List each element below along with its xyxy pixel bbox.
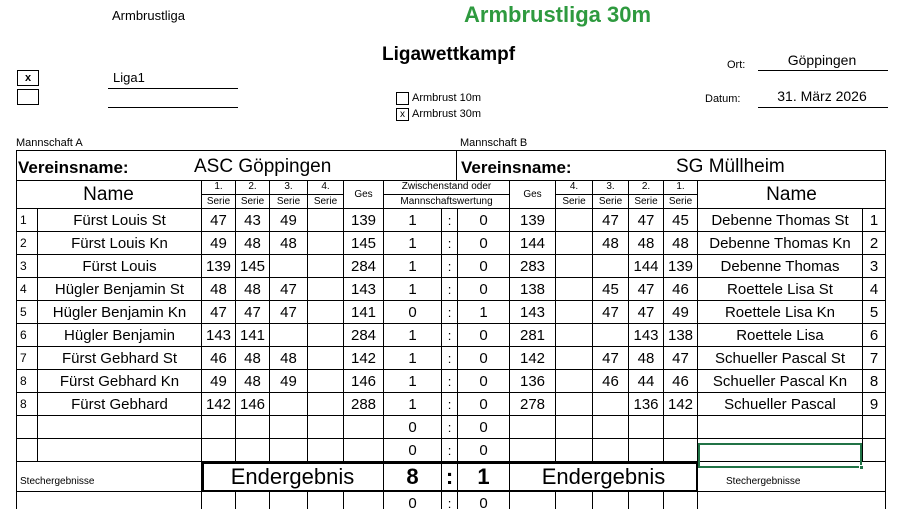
serie-number: 2. [641,181,651,192]
total-a[interactable]: 142 [344,347,384,370]
team-a-verein-label: Vereinsname: [18,158,129,177]
shooter-name-b[interactable]: Roettele Lisa St [698,278,863,301]
points-b[interactable]: 0 [458,439,510,462]
serie-1-b[interactable]: 49 [664,301,698,324]
row-number-a: 6 [16,324,38,347]
serie-1-b[interactable]: 142 [664,393,698,416]
total-b[interactable]: 281 [510,324,556,347]
total-b[interactable]: 143 [510,301,556,324]
option-10m-checkbox[interactable] [396,92,409,105]
serie-number: 2. [248,181,257,192]
option-30m-label: Armbrust 30m [412,108,482,120]
header-serie-a-3 [270,181,308,209]
row-number-a: 1 [16,209,38,232]
serie-4-b[interactable] [556,255,593,278]
table-cell [664,492,698,509]
serie-label: Serie [202,194,235,207]
serie-1-a[interactable]: 49 [202,232,236,255]
serie-4-a[interactable] [308,301,344,324]
serie-3-b[interactable] [593,439,629,462]
row-number-b [863,416,886,439]
serie-1-a[interactable] [202,416,236,439]
points-a[interactable]: 1 [384,324,442,347]
points-a[interactable]: 1 [384,347,442,370]
total-b[interactable]: 138 [510,278,556,301]
serie-4-b[interactable] [556,439,593,462]
serie-3-a[interactable]: 49 [270,370,308,393]
serie-3-b[interactable]: 48 [593,232,629,255]
table-cell [236,492,270,509]
shooter-name-a[interactable]: Fürst Gebhard Kn [38,370,202,393]
shooter-name-a[interactable]: Hügler Benjamin Kn [38,301,202,324]
serie-1-a[interactable] [202,439,236,462]
total-b[interactable] [510,439,556,462]
total-b[interactable]: 283 [510,255,556,278]
serie-4-a[interactable] [308,347,344,370]
option-10m-label: Armbrust 10m [412,92,482,104]
liga-underline-2 [108,107,238,108]
serie-1-b[interactable]: 45 [664,209,698,232]
liga-label: Liga1 [113,70,145,85]
row-number-a: 8 [16,370,38,393]
serie-4-b[interactable] [556,416,593,439]
serie-1-b[interactable] [664,416,698,439]
row-number-b: 9 [863,393,886,416]
serie-1-a[interactable]: 49 [202,370,236,393]
row-number-b: 5 [863,301,886,324]
header-ges-a: Ges [344,181,384,209]
total-b[interactable]: 144 [510,232,556,255]
serie-3-a[interactable] [270,416,308,439]
serie-2-b[interactable]: 48 [629,232,664,255]
score-separator: : [442,347,458,370]
serie-4-b[interactable] [556,232,593,255]
table-cell [270,492,308,509]
serie-2-a[interactable]: 145 [236,255,270,278]
stecher-label-a: Stechergebnisse [16,462,202,492]
serie-3-a[interactable]: 48 [270,347,308,370]
header-ges-b: Ges [510,181,556,209]
points-b[interactable]: 0 [458,255,510,278]
table-cell [202,492,236,509]
ort-value[interactable]: Göppingen [787,52,857,68]
shooter-name-a[interactable]: Fürst Gebhard St [38,347,202,370]
serie-1-a[interactable]: 142 [202,393,236,416]
shooter-name-b[interactable]: Debenne Thomas St [698,209,863,232]
serie-1-b[interactable]: 46 [664,278,698,301]
serie-2-b[interactable] [629,416,664,439]
header-name-a: Name [16,181,202,209]
serie-1-b[interactable]: 46 [664,370,698,393]
serie-label: Serie [556,194,592,207]
serie-2-a[interactable]: 48 [236,370,270,393]
points-b[interactable]: 0 [458,278,510,301]
row-number-b [863,439,886,462]
score-separator: : [442,492,458,509]
total-a[interactable]: 141 [344,301,384,324]
serie-4-a[interactable] [308,439,344,462]
shooter-name-a[interactable]: Fürst Louis Kn [38,232,202,255]
serie-label: Serie [270,194,307,207]
serie-2-a[interactable]: 146 [236,393,270,416]
stecher-points-b: 0 [458,492,510,509]
row-number-a: 2 [16,232,38,255]
serie-number: 4. [321,181,330,192]
shooter-name-a[interactable] [38,416,202,439]
header-serie-b-4 [556,181,593,209]
points-a[interactable]: 0 [384,416,442,439]
serie-label: Serie [664,194,697,207]
serie-2-a[interactable]: 43 [236,209,270,232]
row-number-b: 1 [863,209,886,232]
score-separator: : [442,439,458,462]
final-score-b[interactable]: 1 [458,462,510,492]
serie-3-a[interactable]: 47 [270,301,308,324]
serie-3-a[interactable] [270,393,308,416]
serie-3-a[interactable]: 49 [270,209,308,232]
total-a[interactable]: 284 [344,324,384,347]
serie-3-b[interactable] [593,255,629,278]
serie-2-b[interactable]: 48 [629,347,664,370]
total-a[interactable] [344,416,384,439]
row-number-b: 6 [863,324,886,347]
table-cell [344,492,384,509]
row-number-a: 5 [16,301,38,324]
serie-2-b[interactable]: 47 [629,278,664,301]
table-cell [308,492,344,509]
header-zwischenstand [384,181,510,209]
points-b[interactable]: 0 [458,347,510,370]
score-separator: : [442,301,458,324]
shooter-name-a[interactable]: Hügler Benjamin [38,324,202,347]
team-a-label: Mannschaft A [16,137,83,149]
serie-2-a[interactable]: 48 [236,232,270,255]
serie-label: Serie [236,194,269,207]
shooter-name-a[interactable]: Hügler Benjamin St [38,278,202,301]
team-a-verein-name[interactable]: ASC Göppingen [194,156,332,177]
table-cell [593,492,629,509]
serie-4-a[interactable] [308,393,344,416]
serie-3-b[interactable] [593,324,629,347]
points-b[interactable]: 0 [458,370,510,393]
serie-4-a[interactable] [308,416,344,439]
table-cell [16,492,202,509]
page-subtitle: Ligawettkampf [382,44,516,65]
serie-1-a[interactable]: 143 [202,324,236,347]
datum-value[interactable]: 31. März 2026 [777,88,867,104]
serie-2-a[interactable]: 48 [236,278,270,301]
score-separator: : [442,209,458,232]
serie-2-a[interactable] [236,439,270,462]
shooter-name-b[interactable]: Schueller Pascal [698,393,863,416]
option-30m-checkbox[interactable]: x [396,108,409,121]
serie-4-a[interactable] [308,278,344,301]
table-cell [510,492,556,509]
row-number-a: 3 [16,255,38,278]
endergebnis-label-a: Endergebnis [202,462,384,492]
serie-3-b[interactable]: 47 [593,301,629,324]
total-b[interactable]: 142 [510,347,556,370]
points-b[interactable]: 0 [458,416,510,439]
serie-label: Serie [629,194,663,207]
serie-number: 3. [606,181,615,192]
liga-checkbox[interactable]: x [17,70,39,86]
serie-3-b[interactable] [593,416,629,439]
row-number-b: 4 [863,278,886,301]
serie-2-b[interactable]: 143 [629,324,664,347]
points-a[interactable]: 1 [384,255,442,278]
serie-1-a[interactable]: 48 [202,278,236,301]
shooter-name-b[interactable]: Schueller Pascal Kn [698,370,863,393]
serie-4-a[interactable] [308,370,344,393]
shooter-name-a[interactable]: Fürst Gebhard [38,393,202,416]
serie-2-b[interactable] [629,439,664,462]
table-cell [629,492,664,509]
cell-selection[interactable] [698,443,862,468]
points-a[interactable]: 1 [384,232,442,255]
serie-number: 1. [214,181,223,192]
serie-4-a[interactable] [308,255,344,278]
serie-3-b[interactable] [593,393,629,416]
serie-1-b[interactable] [664,439,698,462]
score-separator: : [442,324,458,347]
serie-number: 3. [284,181,293,192]
score-separator: : [442,370,458,393]
serie-4-a[interactable] [308,209,344,232]
page-title: Armbrustliga 30m [464,2,652,27]
serie-3-b[interactable]: 46 [593,370,629,393]
total-b[interactable]: 136 [510,370,556,393]
datum-label: Datum: [705,93,741,105]
table-cell [556,492,593,509]
header-serie-a-4 [308,181,344,209]
row-number-a [16,439,38,462]
serie-2-a[interactable]: 141 [236,324,270,347]
serie-3-b[interactable]: 45 [593,278,629,301]
serie-2-b[interactable]: 44 [629,370,664,393]
shooter-name-a[interactable] [38,439,202,462]
serie-4-b[interactable] [556,301,593,324]
row-number-a [16,416,38,439]
points-b[interactable]: 0 [458,324,510,347]
serie-3-a[interactable]: 47 [270,278,308,301]
stecher-points-a: 0 [384,492,442,509]
total-a[interactable]: 288 [344,393,384,416]
serie-1-b[interactable]: 139 [664,255,698,278]
total-a[interactable]: 146 [344,370,384,393]
final-score-separator: : [442,462,458,492]
serie-2-a[interactable]: 47 [236,301,270,324]
points-b[interactable]: 0 [458,209,510,232]
shooter-name-a[interactable]: Fürst Louis [38,255,202,278]
score-separator: : [442,255,458,278]
serie-2-b[interactable]: 144 [629,255,664,278]
team-b-label: Mannschaft B [460,137,528,149]
fill-handle[interactable] [859,465,864,470]
serie-1-a[interactable]: 46 [202,347,236,370]
serie-1-b[interactable]: 47 [664,347,698,370]
serie-3-b[interactable]: 47 [593,209,629,232]
total-b[interactable]: 139 [510,209,556,232]
header-serie-b-1 [664,181,698,209]
shooter-name-a[interactable]: Fürst Louis St [38,209,202,232]
score-separator: : [442,393,458,416]
serie-3-a[interactable] [270,439,308,462]
serie-4-a[interactable] [308,324,344,347]
total-a[interactable]: 145 [344,232,384,255]
serie-4-b[interactable] [556,324,593,347]
serie-4-b[interactable] [556,393,593,416]
team-b-verein-name[interactable]: SG Müllheim [676,156,785,177]
serie-3-a[interactable] [270,324,308,347]
points-a[interactable]: 0 [384,301,442,324]
brand-label: Armbrustliga [112,8,185,23]
header-serie-a-2 [236,181,270,209]
serie-1-b[interactable]: 48 [664,232,698,255]
header-serie-b-2 [629,181,664,209]
shooter-name-b[interactable]: Schueller Pascal St [698,347,863,370]
points-a[interactable]: 1 [384,209,442,232]
points-b[interactable]: 0 [458,232,510,255]
shooter-name-b[interactable]: Roettele Lisa [698,324,863,347]
serie-3-a[interactable]: 48 [270,232,308,255]
row-number-b: 8 [863,370,886,393]
serie-number: 1. [676,181,685,192]
row-number-a: 8 [16,393,38,416]
row-number-b: 3 [863,255,886,278]
serie-1-b[interactable]: 138 [664,324,698,347]
shooter-name-b[interactable]: Roettele Lisa Kn [698,301,863,324]
liga-underline [108,88,238,89]
zwischenstand-label: Zwischenstand oder [401,181,492,192]
serie-4-b[interactable] [556,278,593,301]
serie-1-a[interactable]: 47 [202,301,236,324]
table-cell [698,492,886,509]
liga-checkbox-empty[interactable] [17,89,39,105]
points-a[interactable]: 1 [384,370,442,393]
header-serie-a-1 [202,181,236,209]
serie-3-a[interactable] [270,255,308,278]
total-a[interactable] [344,439,384,462]
header-name-b: Name [698,181,886,209]
serie-2-b[interactable]: 136 [629,393,664,416]
serie-number: 4. [569,181,579,192]
serie-4-a[interactable] [308,232,344,255]
total-b[interactable] [510,416,556,439]
points-a[interactable]: 1 [384,393,442,416]
header-serie-b-3 [593,181,629,209]
serie-label: Serie [593,194,628,207]
team-b-verein-label: Vereinsname: [461,158,572,177]
ort-label: Ort: [727,59,746,71]
row-number-b: 7 [863,347,886,370]
ort-underline [758,70,888,71]
points-b[interactable]: 0 [458,393,510,416]
total-a[interactable]: 139 [344,209,384,232]
mannschaftswertung-label: Mannschaftswertung [384,194,509,207]
final-score-a[interactable]: 8 [384,462,442,492]
serie-1-a[interactable]: 47 [202,209,236,232]
serie-2-a[interactable] [236,416,270,439]
serie-2-a[interactable]: 48 [236,347,270,370]
total-b[interactable]: 278 [510,393,556,416]
serie-1-a[interactable]: 139 [202,255,236,278]
total-a[interactable]: 284 [344,255,384,278]
score-separator: : [442,416,458,439]
serie-3-b[interactable]: 47 [593,347,629,370]
shooter-name-b[interactable]: Debenne Thomas [698,255,863,278]
points-a[interactable]: 0 [384,439,442,462]
score-separator: : [442,278,458,301]
serie-label: Serie [308,194,343,207]
table-top-border [16,150,886,151]
serie-4-b[interactable] [556,209,593,232]
endergebnis-label-b: Endergebnis [510,462,698,492]
row-number-a: 7 [16,347,38,370]
shooter-name-b[interactable] [698,416,863,439]
serie-2-b[interactable]: 47 [629,301,664,324]
points-a[interactable]: 1 [384,278,442,301]
serie-4-b[interactable] [556,370,593,393]
row-number-b: 2 [863,232,886,255]
row-number-a: 4 [16,278,38,301]
score-separator: : [442,232,458,255]
team-divider [456,150,457,180]
stecher-label-b: Stechergebnisse [698,462,886,492]
datum-underline [758,107,888,108]
serie-2-b[interactable]: 47 [629,209,664,232]
serie-4-b[interactable] [556,347,593,370]
shooter-name-b[interactable]: Debenne Thomas Kn [698,232,863,255]
total-a[interactable]: 143 [344,278,384,301]
points-b[interactable]: 1 [458,301,510,324]
